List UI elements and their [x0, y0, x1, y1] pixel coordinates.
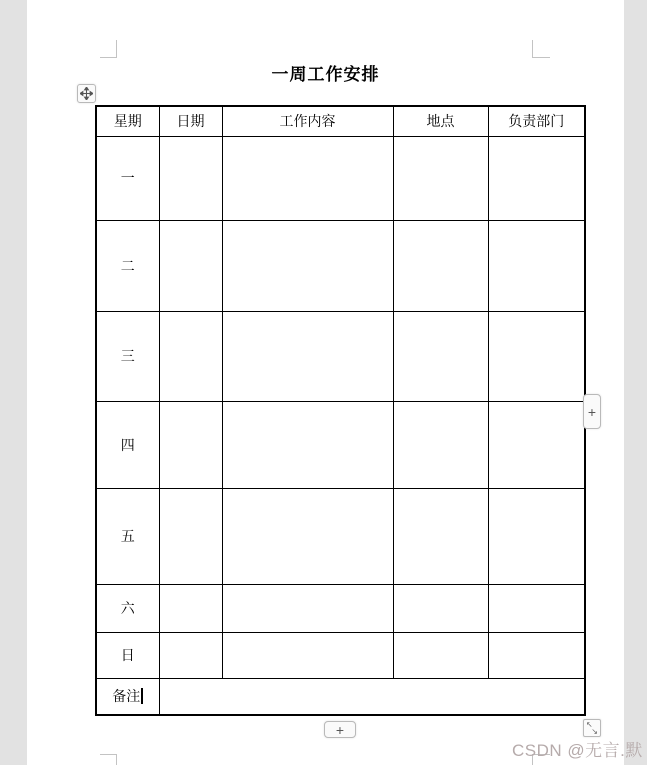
table-cell[interactable] — [222, 401, 393, 488]
table-row — [96, 136, 585, 220]
table-cell[interactable] — [393, 584, 488, 632]
table-cell[interactable] — [222, 488, 393, 584]
table-cell[interactable] — [488, 488, 585, 584]
row-label-cell[interactable]: 四 — [96, 401, 159, 488]
document-page — [27, 0, 624, 765]
table-cell[interactable] — [222, 632, 393, 678]
row-label-cell[interactable]: 六 — [96, 584, 159, 632]
header-cell-department[interactable]: 负责部门 — [488, 106, 585, 136]
row-label-cell[interactable]: 三 — [96, 311, 159, 401]
table-cell[interactable] — [159, 220, 222, 311]
document-title[interactable]: 一周工作安排 — [271, 65, 380, 84]
table-cell[interactable] — [159, 401, 222, 488]
header-cell-weekday[interactable]: 星期 — [96, 106, 159, 136]
table-cell[interactable] — [222, 136, 393, 220]
margin-mark-bottom-left — [100, 754, 117, 765]
table-cell[interactable] — [222, 311, 393, 401]
table-cell[interactable] — [159, 632, 222, 678]
table-header-row — [96, 106, 585, 136]
note-value-cell[interactable] — [159, 678, 585, 715]
note-label-cell[interactable] — [96, 678, 159, 715]
table-cell[interactable] — [488, 311, 585, 401]
csdn-watermark: CSDN @无言.默 — [512, 741, 643, 760]
note-label: 备注 — [112, 688, 141, 705]
table-cell[interactable] — [222, 584, 393, 632]
table-row — [96, 584, 585, 632]
table-cell[interactable] — [488, 220, 585, 311]
schedule-table — [95, 105, 586, 716]
table-cell[interactable] — [393, 220, 488, 311]
row-label-cell[interactable]: 二 — [96, 220, 159, 311]
row-label-cell[interactable]: 日 — [96, 632, 159, 678]
add-column-button[interactable] — [583, 394, 601, 429]
table-resize-handle[interactable] — [583, 719, 601, 737]
table-cell[interactable] — [488, 136, 585, 220]
table-row — [96, 311, 585, 401]
table-cell[interactable] — [393, 136, 488, 220]
table-cell[interactable] — [488, 401, 585, 488]
add-row-button[interactable] — [324, 721, 356, 738]
table-cell[interactable] — [159, 136, 222, 220]
table-row — [96, 488, 585, 584]
row-label-cell[interactable]: 一 — [96, 136, 159, 220]
header-cell-location[interactable]: 地点 — [393, 106, 488, 136]
move-icon — [80, 87, 93, 100]
table-row — [96, 632, 585, 678]
table-cell[interactable] — [159, 311, 222, 401]
table-cell[interactable] — [488, 632, 585, 678]
table-cell[interactable] — [159, 584, 222, 632]
margin-mark-top-left — [100, 40, 117, 58]
margin-mark-top-right — [532, 40, 550, 58]
table-cell[interactable] — [159, 488, 222, 584]
plus-icon: + — [587, 403, 597, 420]
table-note-row — [96, 678, 585, 715]
table-cell[interactable] — [393, 401, 488, 488]
table-cell[interactable] — [393, 632, 488, 678]
row-label-cell[interactable]: 五 — [96, 488, 159, 584]
text-cursor — [141, 688, 143, 704]
resize-arrow-se-icon: ↘ — [591, 727, 598, 736]
table-row — [96, 401, 585, 488]
header-cell-date[interactable]: 日期 — [159, 106, 222, 136]
table-row — [96, 220, 585, 311]
table-cell[interactable] — [393, 488, 488, 584]
table-cell[interactable] — [393, 311, 488, 401]
table-cell[interactable] — [222, 220, 393, 311]
table-cell[interactable] — [488, 584, 585, 632]
resize-arrow-nw-icon: ↖ — [586, 720, 593, 729]
table-move-handle[interactable] — [77, 84, 96, 103]
header-cell-content[interactable]: 工作内容 — [222, 106, 393, 136]
plus-icon: + — [335, 721, 345, 738]
